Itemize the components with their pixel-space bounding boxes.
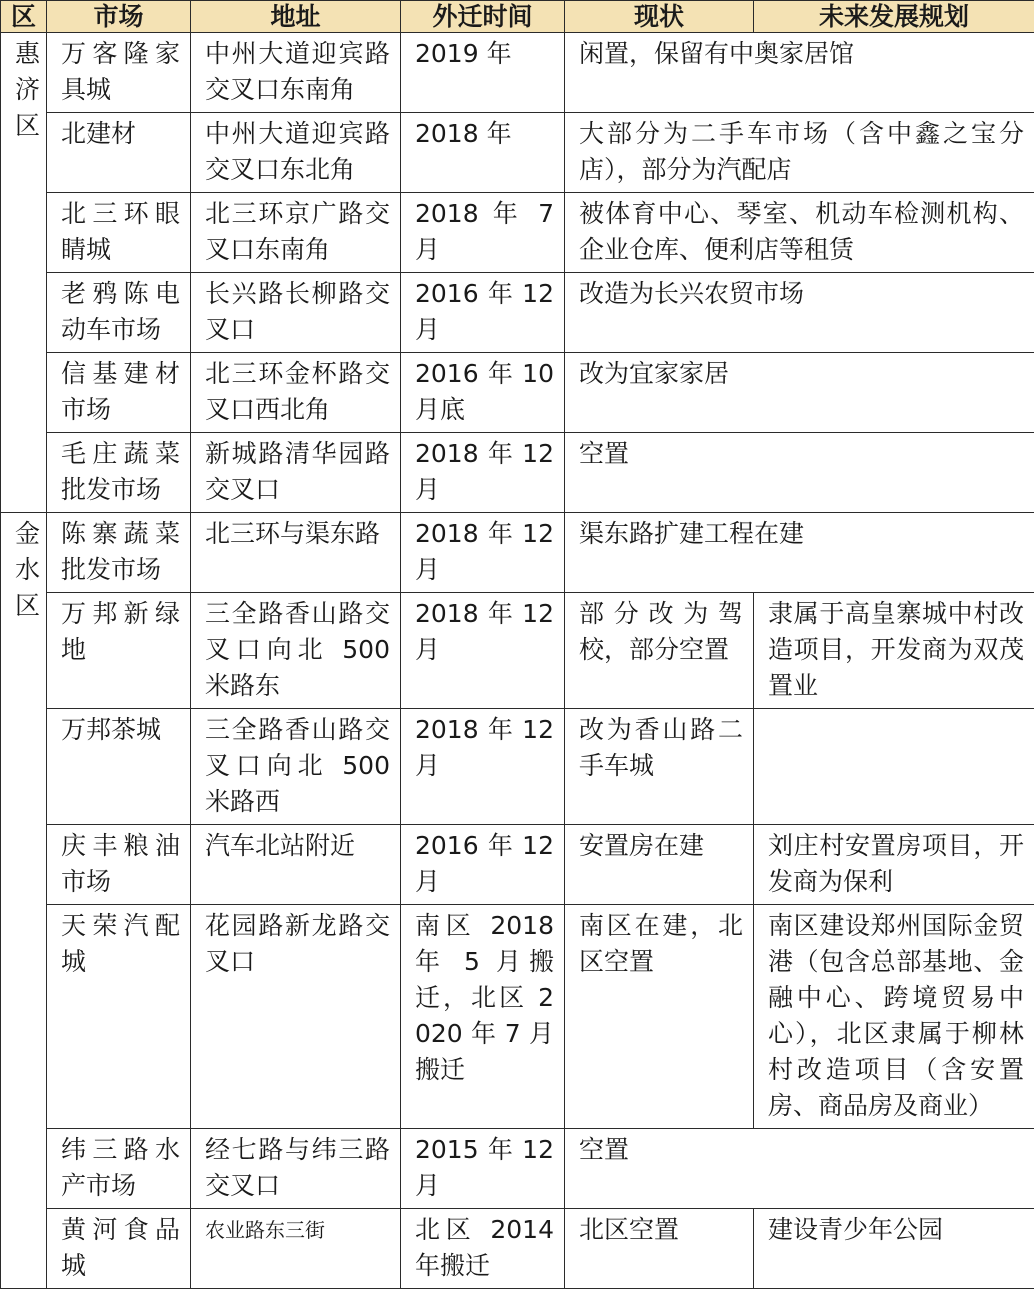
header-district: 区 xyxy=(1,1,47,33)
cell-status: 被体育中心、琴室、机动车检测机构、企业仓库、便利店等租赁 xyxy=(565,193,1034,273)
cell-address: 三全路香山路交叉口向北 500 米路西 xyxy=(191,709,401,825)
table-row xyxy=(1,273,1034,353)
table-row xyxy=(1,433,1034,513)
header-address: 地址 xyxy=(191,1,401,33)
district-label-char: 济 xyxy=(15,72,36,108)
cell-market: 庆丰粮油市场 xyxy=(47,825,191,905)
cell-address: 北三环与渠东路 xyxy=(191,513,401,593)
table-row xyxy=(1,825,1034,905)
table-row xyxy=(1,353,1034,433)
cell-address: 中州大道迎宾路交叉口东北角 xyxy=(191,113,401,193)
cell-address: 农业路东三街 xyxy=(191,1209,401,1289)
header-relocation-time: 外迁时间 xyxy=(401,1,565,33)
table-row xyxy=(1,593,1034,709)
cell-address: 长兴路长柳路交叉口 xyxy=(191,273,401,353)
cell-address: 三全路香山路交叉口向北 500 米路东 xyxy=(191,593,401,709)
cell-status: 改为香山路二手车城 xyxy=(565,709,754,825)
cell-time: 2019 年 xyxy=(401,33,565,113)
cell-time: 2016年12月 xyxy=(401,273,565,353)
cell-plan: 建设青少年公园 xyxy=(754,1209,1034,1289)
cell-time: 2016年10月底 xyxy=(401,353,565,433)
header-status: 现状 xyxy=(565,1,754,33)
table-row xyxy=(1,113,1034,193)
district-jinshui xyxy=(1,513,47,1289)
cell-address: 经七路与纬三路交叉口 xyxy=(191,1129,401,1209)
cell-time: 2018年12月 xyxy=(401,593,565,709)
cell-time: 2015年12月 xyxy=(401,1129,565,1209)
cell-time: 北区 2014 年搬迁 xyxy=(401,1209,565,1289)
district-label-char: 金 xyxy=(15,516,36,552)
cell-status: 空置 xyxy=(565,433,1034,513)
cell-market: 黄河食品城 xyxy=(47,1209,191,1289)
cell-plan: 刘庄村安置房项目，开发商为保利 xyxy=(754,825,1034,905)
cell-market: 毛庄蔬菜批发市场 xyxy=(47,433,191,513)
cell-status: 改造为长兴农贸市场 xyxy=(565,273,1034,353)
cell-market: 北建材 xyxy=(47,113,191,193)
cell-time: 2018 年 xyxy=(401,113,565,193)
cell-plan: 隶属于高皇寨城中村改造项目，开发商为双茂置业 xyxy=(754,593,1034,709)
cell-time: 2018年12月 xyxy=(401,709,565,825)
district-label-char: 水 xyxy=(15,552,36,588)
table-row xyxy=(1,709,1034,825)
cell-market: 纬三路水产市场 xyxy=(47,1129,191,1209)
table-row xyxy=(1,193,1034,273)
cell-market: 万邦茶城 xyxy=(47,709,191,825)
cell-status: 大部分为二手车市场（含中鑫之宝分店），部分为汽配店 xyxy=(565,113,1034,193)
cell-status: 闲置，保留有中奥家居馆 xyxy=(565,33,1034,113)
cell-plan: 南区建设郑州国际金贸港（包含总部基地、金融中心、跨境贸易中心），北区隶属于柳林村改造项目（含安置房、商品房及商业） xyxy=(754,905,1034,1129)
cell-address: 汽车北站附近 xyxy=(191,825,401,905)
table-row xyxy=(1,905,1034,1129)
cell-market: 北三环眼睛城 xyxy=(47,193,191,273)
cell-market: 老鸦陈电动车市场 xyxy=(47,273,191,353)
cell-market: 天荣汽配城 xyxy=(47,905,191,1129)
cell-status: 部分改为驾校，部分空置 xyxy=(565,593,754,709)
cell-address: 花园路新龙路交叉口 xyxy=(191,905,401,1129)
cell-time: 2018年12月 xyxy=(401,513,565,593)
cell-time: 2018 年 7 月 xyxy=(401,193,565,273)
cell-status: 渠东路扩建工程在建 xyxy=(565,513,1034,593)
header-market: 市场 xyxy=(47,1,191,33)
district-huiji xyxy=(1,33,47,513)
cell-address: 北三环金杯路交叉口西北角 xyxy=(191,353,401,433)
cell-status: 改为宜家家居 xyxy=(565,353,1034,433)
cell-market: 信基建材市场 xyxy=(47,353,191,433)
cell-status: 北区空置 xyxy=(565,1209,754,1289)
header-future-plan: 未来发展规划 xyxy=(754,1,1034,33)
cell-status: 空置 xyxy=(565,1129,1034,1209)
cell-time: 2016年12月 xyxy=(401,825,565,905)
district-label-char: 区 xyxy=(15,108,36,144)
cell-plan xyxy=(754,709,1034,825)
cell-time: 2018年12月 xyxy=(401,433,565,513)
cell-status: 安置房在建 xyxy=(565,825,754,905)
district-label-char: 惠 xyxy=(15,36,36,72)
cell-address: 中州大道迎宾路交叉口东南角 xyxy=(191,33,401,113)
cell-status: 南区在建，北区空置 xyxy=(565,905,754,1129)
cell-address: 新城路清华园路交叉口 xyxy=(191,433,401,513)
table-row xyxy=(1,513,1034,593)
cell-market: 万邦新绿地 xyxy=(47,593,191,709)
table-row xyxy=(1,33,1034,113)
cell-time: 南区 2018 年 5 月搬迁，北区 2020 年 7 月搬迁 xyxy=(401,905,565,1129)
table-row xyxy=(1,1129,1034,1209)
district-label-char: 区 xyxy=(15,588,36,624)
table-row xyxy=(1,1209,1034,1289)
cell-market: 万客隆家具城 xyxy=(47,33,191,113)
header-row xyxy=(1,1,1034,33)
cell-market: 陈寨蔬菜批发市场 xyxy=(47,513,191,593)
cell-address: 北三环京广路交叉口东南角 xyxy=(191,193,401,273)
